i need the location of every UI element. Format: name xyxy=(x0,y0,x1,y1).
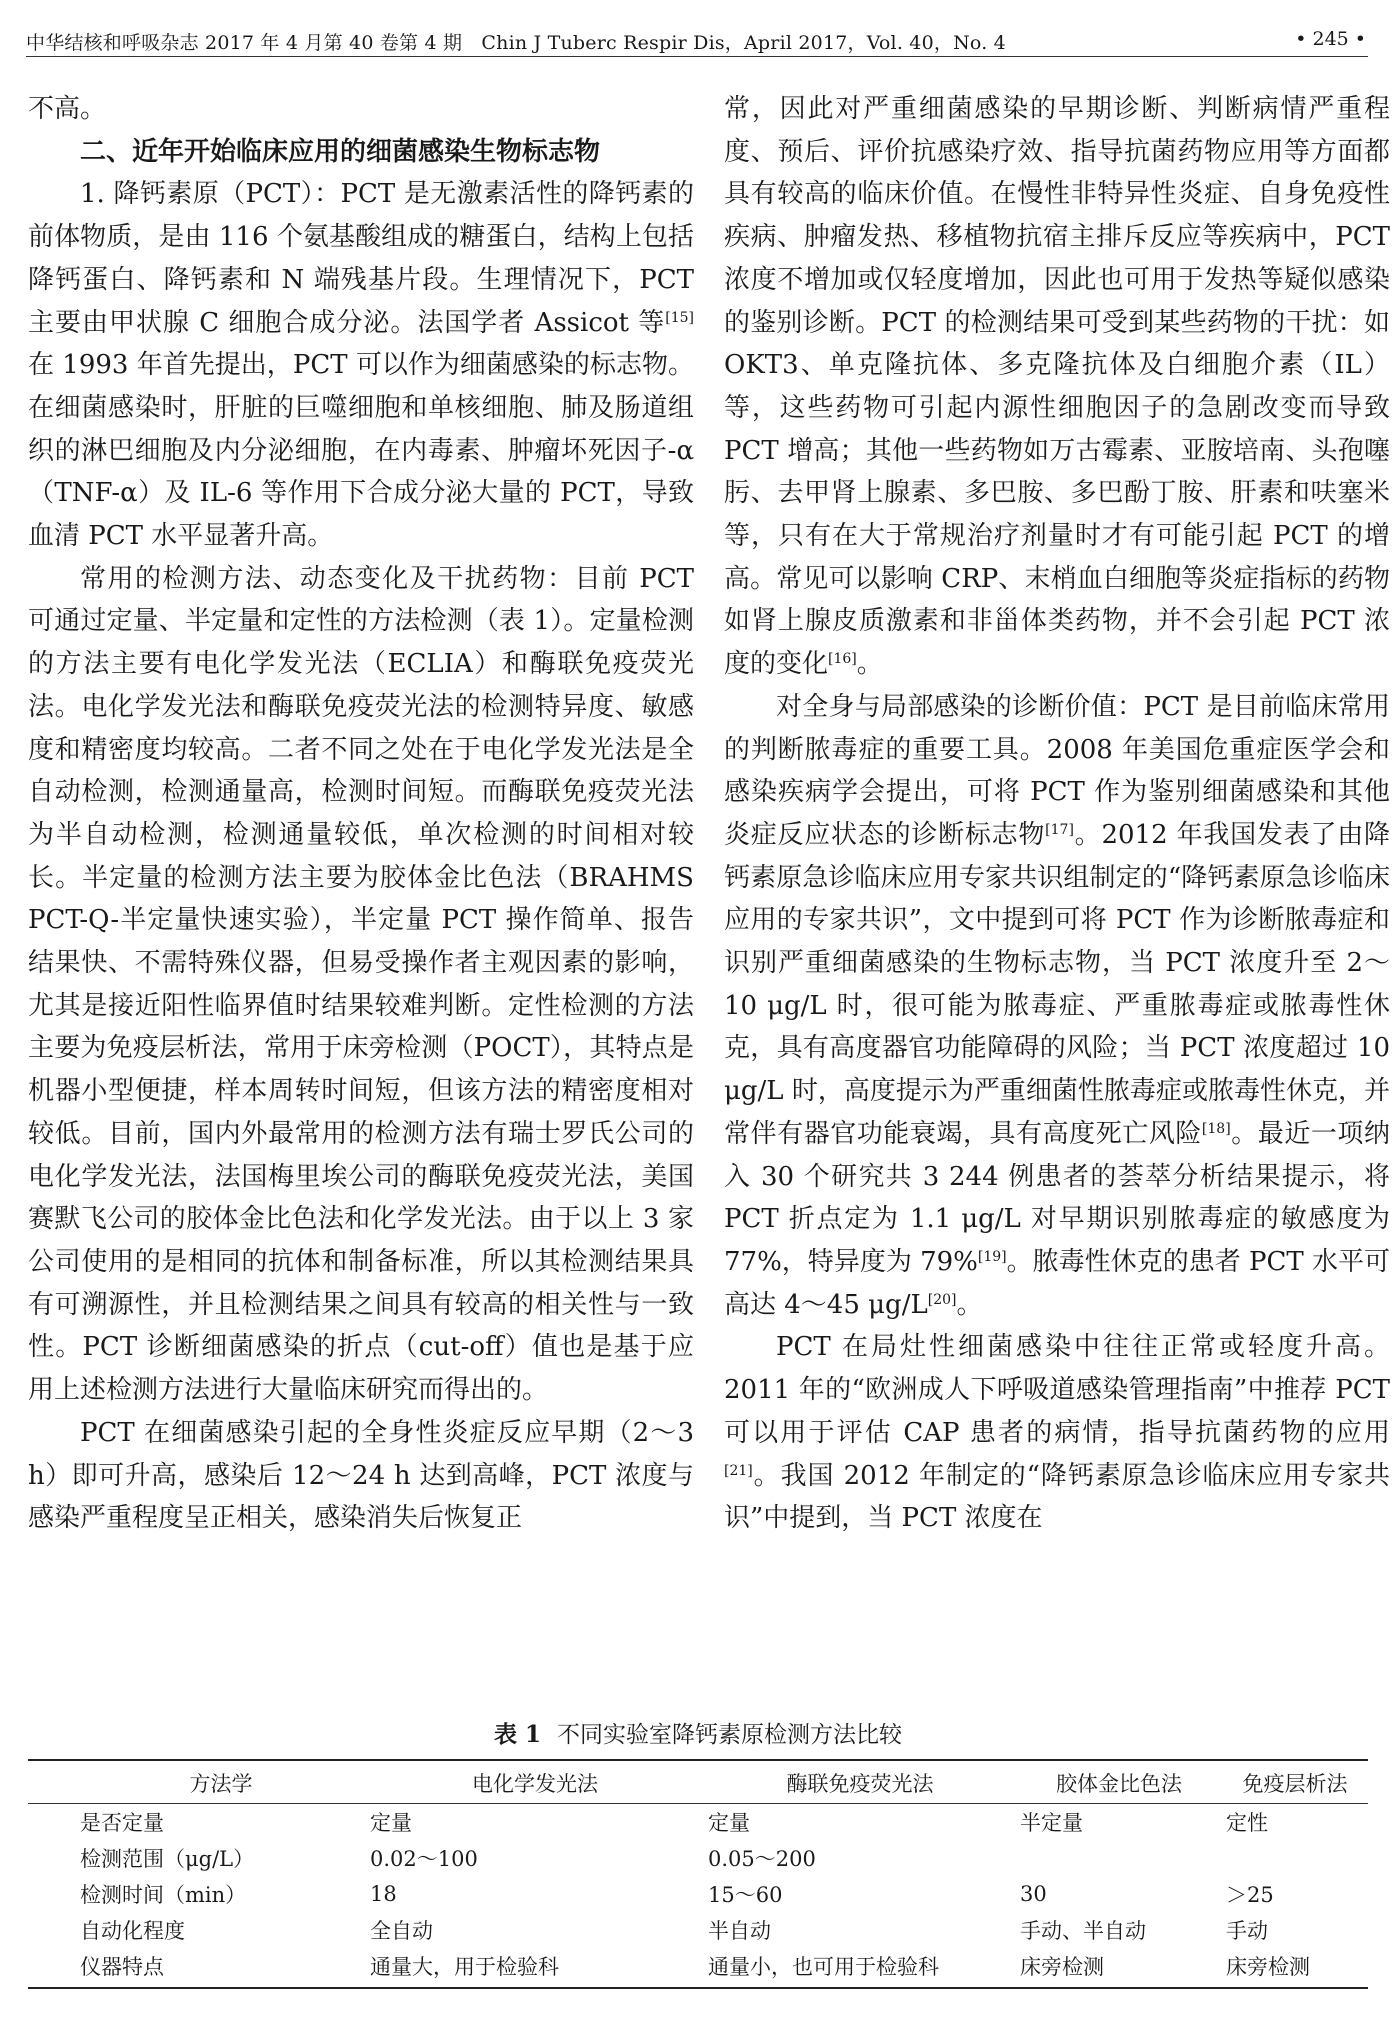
paragraph-diagnostic-value xyxy=(724,686,1390,1327)
column-header: 电化学发光法 xyxy=(366,1760,704,1804)
table-cell: 30 xyxy=(1020,1882,1047,1906)
reference-15: [15] xyxy=(665,309,694,326)
table-title: 不同实验室降钙素原检测方法比较 xyxy=(557,1722,902,1748)
table-cell: 定量 xyxy=(370,1811,412,1835)
text-run: 。2012 年我国发表了由降钙素原急诊临床应用专家共识组制定的“降钙素原急诊临床应用的专家共识”，文中提到可将 PCT 作为诊断脓毒症和识别严重细菌感染的生物标志物，当 PCT 浓度升至 2～10 μg/L 时，很可能为脓毒症、严重脓毒症或脓毒性休克，具有高度器官功能障碍的风险；当 PCT 浓度超过 10 μg/L 时，高度提示为严重细菌性脓毒症或脓毒性休克，并常伴有器官功能衰竭，具有高度死亡风险 xyxy=(724,819,1390,1149)
text-run: 。我国 2012 年制定的“降钙素原急诊临床应用专家共识”中提到，当 PCT 浓度在 xyxy=(724,1460,1390,1534)
table-1 xyxy=(28,1716,1368,1989)
table-cell: 床旁检测 xyxy=(1016,1948,1222,1988)
paragraph-continuation: 不高。 xyxy=(28,94,107,124)
section-heading: 二、近年开始临床应用的细菌感染生物标志物 xyxy=(80,136,601,167)
reference-18: [18] xyxy=(1201,1120,1231,1137)
text-run: PCT 在局灶性细菌感染中往往正常或轻度升高。2011 年的“欧洲成人下呼吸道感染管理指南”中推荐 PCT 可以用于评估 CAP 患者的病情，指导抗菌药物的应用 xyxy=(724,1332,1390,1448)
paragraph-local-infection xyxy=(724,1326,1390,1540)
table-cell: 全自动 xyxy=(370,1919,433,1943)
table-cell: 通量小，也可用于检验科 xyxy=(704,1948,1016,1988)
table-row xyxy=(28,1948,1368,1988)
text-run: 对全身与局部感染的诊断价值：PCT 是目前临床常用的判断脓毒症的重要工具。2008 年美国危重症医学会和感染疾病学会提出，可将 PCT 作为鉴别细菌感染和其他炎症反应状态的诊断标志物 xyxy=(724,691,1390,850)
table-cell: 是否定量 xyxy=(80,1811,164,1835)
table-cell: 仪器特点 xyxy=(28,1948,366,1988)
table-cell: ＞25 xyxy=(1226,1883,1274,1907)
table-row xyxy=(28,1804,1368,1841)
reference-19: [19] xyxy=(977,1248,1007,1265)
table-cell: 自动化程度 xyxy=(80,1919,185,1943)
journal-citation: 中华结核和呼吸杂志 2017 年 4 月第 40 卷第 4 期 Chin J Tuberc Respir Dis，April 2017，Vol. 40，No. 4 xyxy=(26,32,1006,54)
table-cell: 定性 xyxy=(1226,1811,1268,1835)
right-column xyxy=(724,88,1390,1540)
table-cell: 通量大，用于检验科 xyxy=(366,1948,704,1988)
methods-comparison-table xyxy=(28,1759,1368,1989)
text-run: 1. 降钙素原（PCT）：PCT 是无激素活性的降钙素的前体物质，是由 116 个氨基酸组成的糖蛋白，结构上包括降钙蛋白、降钙素和 N 端残基片段。生理情况下，PCT 主要由甲状腺 C 细胞合成分泌。法国学者 Assicot 等 xyxy=(28,179,694,338)
table-cell: 0.05～200 xyxy=(708,1847,816,1871)
table-header-row xyxy=(28,1760,1368,1804)
table-row xyxy=(28,1876,1368,1912)
paragraph-pct-kinetics: PCT 在细菌感染引起的全身性炎症反应早期（2～3 h）即可升高，感染后 12～24 h 达到高峰，PCT 浓度与感染严重程度呈正相关，感染消失后恢复正 xyxy=(28,1417,694,1534)
text-run: 。脓毒性休克的患者 PCT 水平可高达 4～45 μg/L xyxy=(724,1246,1390,1320)
table-caption xyxy=(28,1716,1368,1749)
table-cell: 检测范围（μg/L） xyxy=(80,1847,255,1871)
left-column xyxy=(28,88,694,1540)
text-run: 。 xyxy=(856,649,883,680)
table-cell xyxy=(1016,1840,1222,1876)
paragraph-pct-definition xyxy=(28,173,694,557)
table-cell xyxy=(1222,1840,1368,1876)
table-row xyxy=(28,1840,1368,1876)
table-cell: 半自动 xyxy=(708,1919,771,1943)
reference-16: [16] xyxy=(828,651,857,668)
column-header: 方法学 xyxy=(28,1760,366,1804)
text-run: 在 1993 年首先提出，PCT 可以作为细菌感染的标志物。在细菌感染时，肝脏的巨噬细胞和单核细胞、肺及肠道组织的淋巴细胞及内分泌细胞，在内毒素、肿瘤坏死因子-α（TNF-α）及 IL-6 等作用下合成分泌大量的 PCT，导致血清 PCT 水平显著升高。 xyxy=(28,350,694,552)
table-cell: 床旁检测 xyxy=(1222,1948,1368,1988)
column-header: 胶体金比色法 xyxy=(1016,1760,1222,1804)
reference-20: [20] xyxy=(927,1291,957,1308)
table-cell: 手动 xyxy=(1226,1919,1268,1943)
table-cell: 18 xyxy=(370,1882,397,1906)
table-cell: 检测时间（min） xyxy=(80,1883,247,1907)
table-label: 表 1 xyxy=(493,1721,541,1748)
page-number: • 245 • xyxy=(1295,28,1366,50)
table-cell: 15～60 xyxy=(708,1883,783,1907)
paragraph-clinical-value xyxy=(724,88,1390,686)
table-cell: 手动、半自动 xyxy=(1020,1919,1146,1943)
column-header: 免疫层析法 xyxy=(1222,1760,1368,1804)
table-cell: 0.02～100 xyxy=(370,1847,478,1871)
text-run: 常，因此对严重细菌感染的早期诊断、判断病情严重程度、预后、评价抗感染疗效、指导抗菌药物应用等方面都具有较高的临床价值。在慢性非特异性炎症、自身免疫性疾病、肿瘤发热、移植物抗宿主排斥反应等疾病中，PCT 浓度不增加或仅轻度增加，因此也可用于发热等疑似感染的鉴别诊断。PCT 的检测结果可受到某些药物的干扰：如 OKT3、单克隆抗体、多克隆抗体及白细胞介素（IL）等，这些药物可引起内源性细胞因子的急剧改变而导致 PCT 增高；其他一些药物如万古霉素、亚胺培南、头孢噻肟、去甲肾上腺素、多巴胺、多巴酚丁胺、肝素和呋塞米等，只有在大于常规治疗剂量时才有可能引起 PCT 的增高。常见可以影响 CRP、末梢血白细胞等炎症指标的药物如肾上腺皮质激素和非甾体类药物，并不会引起 PCT 浓度的变化 xyxy=(724,94,1390,680)
text-run: 。 xyxy=(956,1289,983,1320)
reference-21: [21] xyxy=(724,1462,753,1479)
paragraph-detection-methods: 常用的检测方法、动态变化及干扰药物：目前 PCT 可通过定量、半定量和定性的方法检测（表 1）。定量检测的方法主要有电化学发光法（ECLIA）和酶联免疫荧光法。电化学发光法和酶联免疫荧光法的检测特异度、敏感度和精密度均较高。二者不同之处在于电化学发光法是全自动检测，检测通量高，检测时间短。而酶联免疫荧光法为半自动检测，检测通量较低，单次检测的时间相对较长。半定量的检测方法主要为胶体金比色法（BRAHMS PCT-Q-半定量快速实验），半定量 PCT 操作简单、报告结果快、不需特殊仪器，但易受操作者主观因素的影响，尤其是接近阳性临界值时结果较难判断。定性检测的方法主要为免疫层析法，常用于床旁检测（POCT），其特点是机器小型便捷，样本周转时间短，但该方法的精密度相对较低。目前，国内外最常用的检测方法有瑞士罗氏公司的电化学发光法，法国梅里埃公司的酶联免疫荧光法，美国赛默飞公司的胶体金比色法和化学发光法。由于以上 3 家公司使用的是相同的抗体和制备标准，所以其检测结果具有可溯源性，并且检测结果之间具有较高的相关性与一致性。PCT 诊断细菌感染的折点（cut-off）值也是基于应用上述检测方法进行大量临床研究而得出的。 xyxy=(28,563,694,1406)
table-cell: 半定量 xyxy=(1020,1811,1083,1835)
column-header: 酶联免疫荧光法 xyxy=(704,1760,1016,1804)
table-cell: 定量 xyxy=(708,1811,750,1835)
running-header xyxy=(26,26,1368,57)
text-run: 。最近一项纳入 30 个研究共 3 244 例患者的荟萃分析结果提示，将 PCT 折点定为 1.1 μg/L 对早期识别脓毒症的敏感度为 77%，特异度为 79% xyxy=(724,1118,1390,1277)
reference-17: [17] xyxy=(1045,821,1074,838)
table-row xyxy=(28,1912,1368,1948)
